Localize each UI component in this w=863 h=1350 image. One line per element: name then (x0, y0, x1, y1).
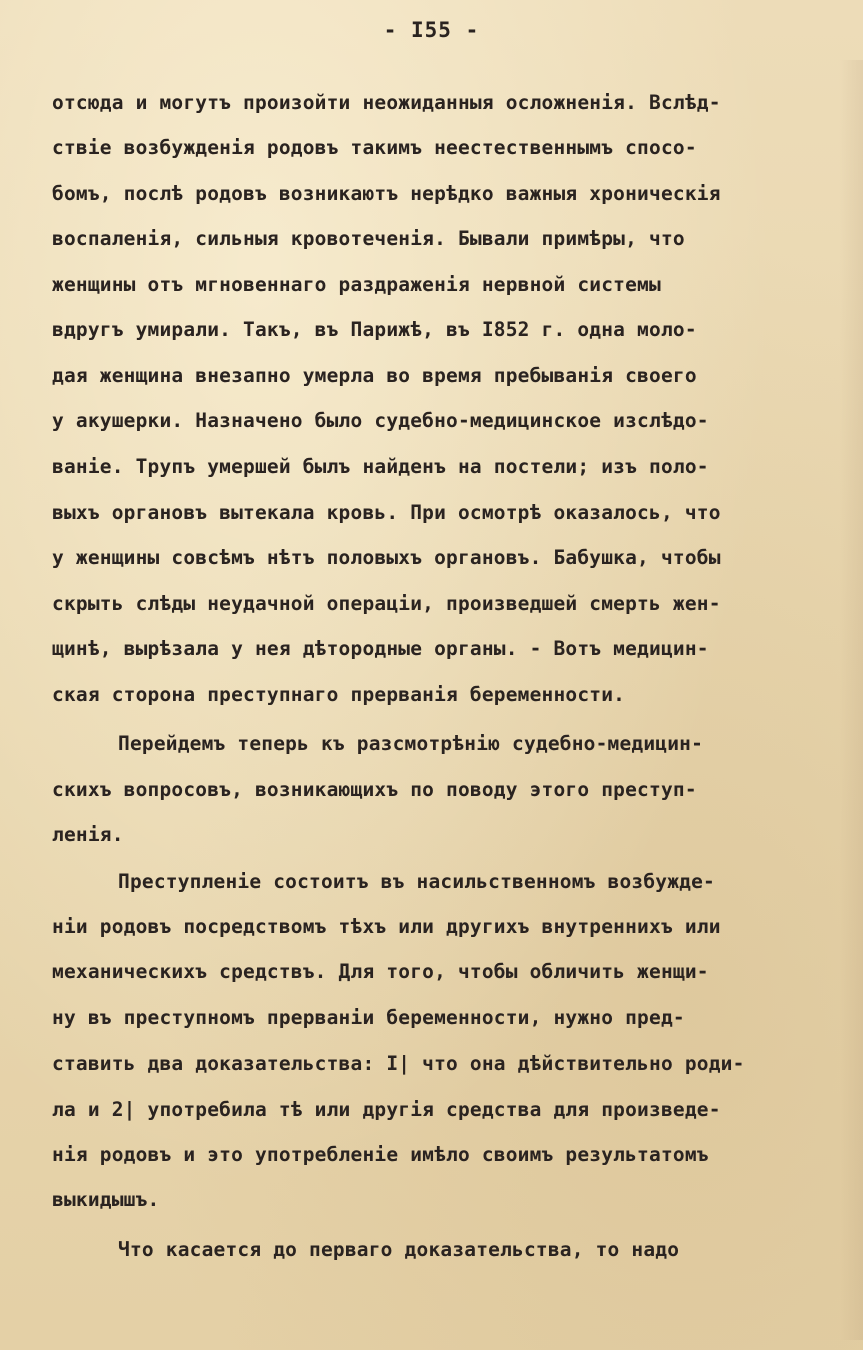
text-line: скрыть слѣды неудачной операціи, произведшей смерть жен- (52, 592, 721, 615)
page-number: - I55 - (383, 18, 480, 42)
text-line: бомъ, послѣ родовъ возникаютъ нерѣдко важныя хроническія (52, 182, 721, 205)
text-line: ла и 2| употребила тѣ или другія средства для произведе- (52, 1098, 721, 1121)
text-line: ніи родовъ посредствомъ тѣхъ или другихъ внутреннихъ или (52, 915, 721, 938)
text-line: выхъ органовъ вытекала кровь. При осмотрѣ оказалось, что (52, 501, 721, 524)
text-line: щинѣ, вырѣзала у нея дѣтородные органы. - Вотъ медицин- (52, 637, 709, 660)
text-line: выкидышъ. (52, 1188, 160, 1211)
text-line: ленія. (52, 823, 124, 846)
text-line: скихъ вопросовъ, возникающихъ по поводу этого преступ- (52, 778, 697, 801)
text-line: Что касается до перваго доказательства, то надо (118, 1238, 680, 1261)
text-line: отсюда и могутъ произойти неожиданныя осложненія. Вслѣд- (52, 91, 721, 114)
text-line: вдругъ умирали. Такъ, въ Парижѣ, въ I852 г. одна моло- (52, 318, 697, 341)
text-line: ская сторона преступнаго прерванія беременности. (52, 683, 626, 706)
text-line: нія родовъ и это употребленіе имѣло своимъ результатомъ (52, 1143, 709, 1166)
text-line: ну въ преступномъ прерваніи беременности, нужно пред- (52, 1006, 685, 1029)
text-line: механическихъ средствъ. Для того, чтобы обличить женщи- (52, 960, 709, 983)
text-line: воспаленія, сильныя кровотеченія. Бывали примѣры, что (52, 227, 685, 250)
paper-edge-shadow (839, 60, 863, 1340)
text-line: дая женщина внезапно умерла во время пребыванія своего (52, 364, 697, 387)
text-line: ствіе возбужденія родовъ такимъ неестественнымъ спосо- (52, 136, 697, 159)
text-line: Перейдемъ теперь къ разсмотрѣнію судебно-медицин- (118, 732, 704, 755)
text-line: ваніе. Трупъ умершей былъ найденъ на постели; изъ поло- (52, 455, 709, 478)
text-line: ставить два доказательства: I| что она дѣйствительно роди- (52, 1052, 745, 1075)
text-line: женщины отъ мгновеннаго раздраженія нервной системы (52, 273, 661, 296)
text-line: у женщины совсѣмъ нѣтъ половыхъ органовъ. Бабушка, чтобы (52, 546, 721, 569)
text-line: Преступленіе состоитъ въ насильственномъ возбужде- (118, 870, 715, 893)
text-line: у акушерки. Назначено было судебно-медицинское изслѣдо- (52, 409, 709, 432)
